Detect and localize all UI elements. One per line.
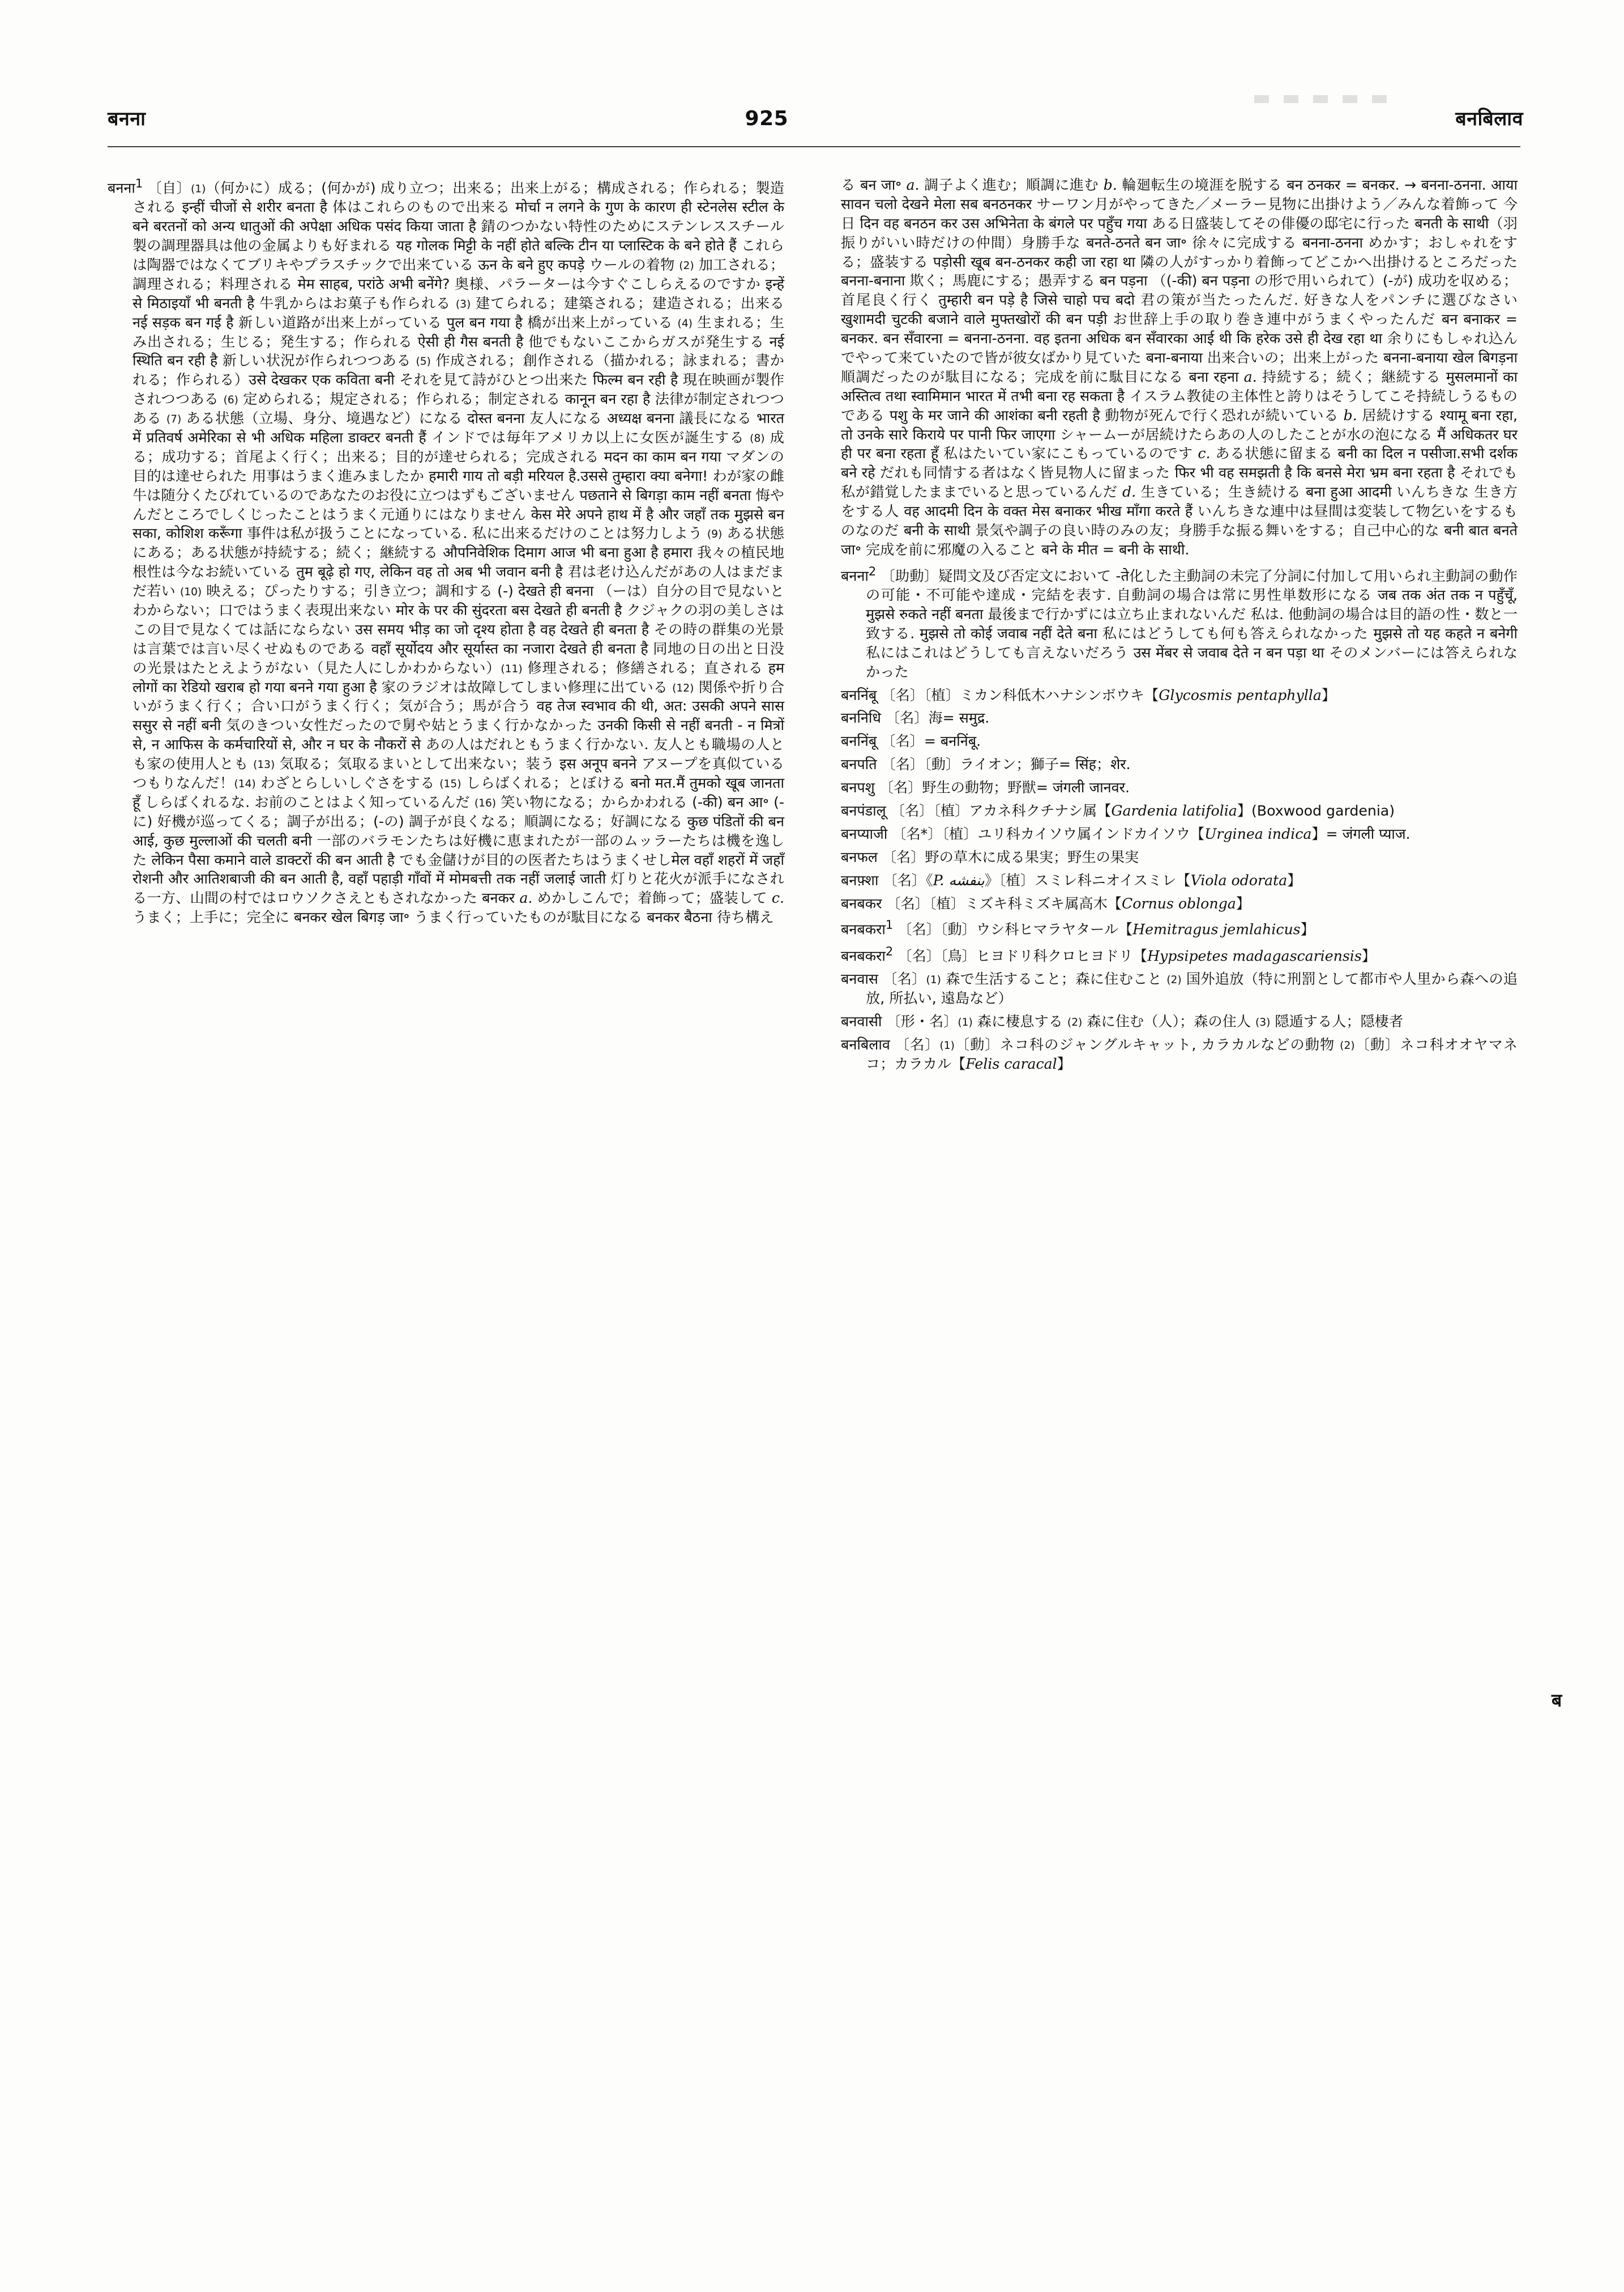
entry-banvasi: बनवासी 〔形・名〕(1) 森に棲息する (2) 森に住む（人）；森の住人 (3) 隠遁する人；隠棲者 xyxy=(841,1013,1404,1030)
entry-banbakra-1: बनबकरा$^1$ 〔名〕〔動〕ウシ科ヒマラヤタール【Hemitragus jemlahicus】 xyxy=(841,918,1315,938)
entry-banana-2: बनना$^2$ 〔助動〕疑問文及び否定文において -ते化した主動詞の未完了分詞に付加して用いられ主動詞の動作の可能・不可能や達成・完結を表す. 自動詞の場合は常に男性単数形になる जब तक अंत तक न पहुँचूँ, मुझसे रुकते नहीं बनता 最後まで行かずには立ち止まれないんだ 私は. 他動詞の場合は目的語の性・数と一致する. मुझसे तो कोई जवाब नहीं देते बना 私にはどうしても何も答えられなかった मुझसे तो यह कहते न बनेगी 私にはこれはどうしても言えないだろう उस मेंबर से जवाब देते न बन पड़ा था そのメンバーには答えられなかった xyxy=(841,564,1518,680)
running-head-right: बनबिलाव xyxy=(1455,108,1523,130)
entry-banana-1-continuation: る बन जा॰ a. 調子よく進む；順調に進む b. 輪廻転生の境涯を脱する बन ठनकर = बनकर. → बनना-ठनना. आया सावन चलो देखने मेला सब बनठनकर サーワン月がやってきた／メーラー見物に出掛けよう／みんな着飾って 今日 दिन वह बनठन कर उस अभिनेता के बंगले पर पहुँच गया ある日盛装してその俳優の邸宅に行った बनती के साथी（羽振りがいい時だけの仲間）身勝手な बनते-ठनते बन जा॰ 徐々に完成する बनना-ठनना めかす；おしゃれをする；盛装する पड़ोसी खूब बन-ठनकर कही जा रहा था 隣の人がすっかり着飾ってどこかへ出掛けるところだった बनना-बनाना 欺く；馬鹿にする；愚弄する बन पड़ना （(-की) बन पड़ना の形で用いられて）(-が) 成功を収める；首尾良く行く तुम्हारी बन पड़े है जिसे चाहो पच बदो 君の策が当たったんだ. 好きな人をパンチに選びなさい खुशामदी चुटकी बजाने वाले मुफ्तखोरों की बन पड़ी お世辞上手の取り巻き連中がうまくやったんだ बन बनाकर = बनकर. बन सँवारना = बनना-ठनना. वह इतना अधिक बन सँवारका आई थी कि हरेक उसे ही देख रहा था 余りにもしゃれ込んでやって来ていたので皆が彼女ばかり見ていた बना-बनाया 出来合いの；出来上がった बनना-बनाया खेल बिगड़ना 順調だったのが駄目になる；完成を前に駄目になる बना रहना a. 持続する；続く；継続する मुसलमानों का अस्तित्व तथा स्वामिमान भारत में तभी बना रह सकता है イスラム教徒の主体性と誇りはそうしてこそ持続しうるものである पशु के मर जाने की आशंका बनी रहती है 動物が死んで行く恐れが続いている b. 居続けする श्यामू बना रहा, तो उनके सारे किराये पर पानी फिर जाएगा シャームーが居続けたらあの人のしたことが水の泡になる मैं अधिकतर घर ही पर बना रहता हूँ 私はたいてい家にこもっているのです c. ある状態に留まる बनी का दिल न पसीजा.सभी दर्शक बने रहे だれも同情する者はなく皆見物人に留まった फिर भी वह समझती है कि बनसे मेरा भ्रम बना रहता है それでも私が錯覚したままでいると思っているんだ d. 生きている；生き続ける बना हुआ आदमी いんちきな 生き方をする人 वह आदमी दिन के वक्त मेस बनाकर भीख माँगा करते हैं いんちきな連中は昼間は変装して物乞いをするものなのだ बनी के साथी 景気や調子の良い時のみの友；身勝手な振る舞いをする；自己中心的な बनी बात बनते जा॰ 完成を前に邪魔の入ること बने के मीत = बनी के साथी. xyxy=(841,177,1518,558)
entry-banbakra-2: बनबकरा$^2$ 〔名〕〔鳥〕ヒヨドリ科クロヒヨドリ【Hypsipetes madagascariensis】 xyxy=(841,944,1376,964)
thumb-index-letter: ब xyxy=(1552,1689,1562,1711)
entry-banninibu: बननिंबू 〔名〕= बननिंबू. xyxy=(841,733,981,750)
entry-banninidhi: बननिधि 〔名〕海= समुद्र. xyxy=(841,710,990,727)
header-rule xyxy=(108,146,1520,147)
entry-banpashu: बनपशु 〔名〕野生の動物；野獣= जंगली जानवर. xyxy=(841,779,1130,796)
running-head-left: बनना xyxy=(108,108,146,130)
entry-banbilav: बनबिलाव 〔名〕(1)〔動〕ネコ科のジャングルキャット, カラカルなどの動物 (2)〔動〕ネコ科オオヤマネコ；カラカル【Felis caracal】 xyxy=(841,1036,1518,1072)
entry-banbakar: बनबकर 〔名〕〔植〕ミズキ科ミズキ属高木【Cornus oblonga】 xyxy=(841,895,1250,912)
column-left xyxy=(108,176,784,927)
entry-banvas: बनवास 〔名〕(1) 森で生活すること；森に住むこと (2) 国外追放（特に刑罰として都市や人里から森への追放, 所払い, 遠島など） xyxy=(841,971,1518,1006)
running-head xyxy=(108,105,1523,139)
entry-banpyazi: बनप्याजी 〔名*〕〔植〕ユリ科カイソウ属インドカイソウ【Urginea indica】= जंगली प्याज. xyxy=(841,825,1411,842)
column-right xyxy=(841,176,1518,1073)
page-number: 925 xyxy=(745,107,789,130)
entry-banpandol: बनपंडालू 〔名〕〔植〕アカネ科クチナシ属【Gardenia latifolia】(Boxwood gardenia) xyxy=(841,803,1395,819)
entry-banana-1: बनना$^1$ 〔自〕(1)（何かに）成る；(何かが) 成り立つ；出来る；出来上がる；構成される；作られる；製造される इन्हीं चीजों से शरीर बनता है 体はこれらのもので出来る मोर्चा न लगने के गुण के कारण ही स्टेनलेस स्टील के बने बरतनों को अन्य धातुओं की अपेक्षा अधिक पसंद किया जाता है 錆のつかない特性のためにステンレススチール製の調理器具は他の金属よりも好まれる यह गोलक मिट्टी के नहीं होते बल्कि टीन या प्लास्टिक के बने होते हैं これらは陶器ではなくてブリキやプラスチックで出来ている ऊन के बने हुए कपड़े ウールの着物 (2) 加工される；調理される；料理される मेम साहब, परांठे अभी बनेंगे? 奥様、パラーターは今すぐこしらえるのですか इन्हें से मिठाइयाँ भी बनती है 牛乳からはお菓子も作られる (3) 建てられる；建築される；建造される；出来る नई सड़क बन गई है 新しい道路が出来上がっている पुल बन गया है 橋が出来上がっている (4) 生まれる；生み出される；生じる；発生する；作られる ऐसी ही गैस बनती है 他でもないここからガスが発生する नई स्थिति बन रही है 新しい状況が作られつつある (5) 作成される；創作される（描かれる；詠まれる；書かれる；作られる）उसे देखकर एक कविता बनी それを見て詩がひとつ出来た फिल्म बन रही है 現在映画が製作されつつある (6) 定められる；規定される；作られる；制定される कानून बन रहा है 法律が制定されつつある (7) ある状態（立場、身分、境遇など）になる दोस्त बनना 友人になる अध्यक्ष बनना 議長になる भारत में प्रतिवर्ष अमेरिका से भी अधिक महिला डाक्टर बनती हैं インドでは毎年アメリカ以上に女医が誕生する (8) 成る；成功する；首尾よく行く；出来る；目的が達せられる；完成される मदन का काम बन गया マダンの目的は達せられた 用事はうまく進みましたか हमारी गाय तो बड़ी मरियल है.उससे तुम्हारा क्या बनेगा! わが家の雌牛は随分くたびれているのであなたのお役に立つはずもございません पछताने से बिगड़ा काम नहीं बनता 悔やんだところでしくじったことはうまく元通りにはなりません केस मेरे अपने हाथ में है और जहाँ तक मुझसे बन सका, कोशिश करूँगा 事件は私が扱うことになっている. 私に出来るだけのことは努力しよう (9) ある状態にある；ある状態が持続する；続く；継続する औपनिवेशिक दिमाग आज भी बना हुआ है हमारा 我々の植民地根性は今なお続いている तुम बूढ़े हो गए, लेकिन वह तो अब भी जवान बनी है 君は老け込んだがあの人はまだまだ若い (10) 映える；ぴったりする；引き立つ；調和する (-) देखते ही बनना （ーは）自分の目で見ないとわからない；口ではうまく表現出来ない मोर के पर की सुंदरता बस देखते ही बनती है クジャクの羽の美しさはこの目で見なくては話にならない उस समय भीड़ का जो दृश्य होता है वह देखते ही बनता है その時の群集の光景は言葉では言い尽くせぬものである वहाँ सूर्योदय और सूर्यास्त का नजारा देखते ही बनता है 同地の日の出と日没の光景はたとえようがない（見た人にしかわからない）(11) 修理される；修繕される；直される हम लोगों का रेडियो खराब हो गया बनने गया हुआ है 家のラジオは故障してしまい修理に出ている (12) 関係や折り合いがうまく行く；合い口がうまく行く；気が合う；馬が合う वह तेज स्वभाव की थी, अत: उसकी अपने सास ससुर से नहीं बनी 気のきつい女性だったので舅や姑とうまく行かなかった उनकी किसी से नहीं बनती - न मित्रों से, न आफिस के कर्मचारियों से, और न घर के नौकरों से あの人はだれともうまく行かない. 友人とも職場の人とも家の使用人とも (13) 気取る；気取るまいとして出来ない；装う इस अनूप बनने アヌープを真似ているつもりなんだ！(14) わざとらしいしぐさをする (15) しらばくれる；とぼける बनो मत.मैं तुमको खूब जानता हूँ しらばくれるな. お前のことはよく知っているんだ (16) 笑い物になる；からかわれる (-की) बन आ॰ (-に) 好機が巡ってくる；調子が出る；(-の) 調子が良くなる；順調になる；好調になる कुछ पंडितों की बन आई, कुछ मुल्लाओं की चलती बनी 一部のバラモンたちは好機に恵まれたが一部のムッラーたちは機を逸した लेकिन पैसा कमाने वाले डाक्टरों की बन आती है でも金儲けが目的の医者たちはうまくせしमेल वहाँ शहरों में जहाँ रोशनी और आतिशबाजी की बन आती है, वहाँ पहाड़ी गाँवों में मोमबत्ती तक नहीं जलाई जाती 灯りと花火が派手になされる一方、山間の村ではロウソクさえともされなかった बनकर a. めかしこんで；着飾って；盛装して c. うまく；上手に；完全に बनकर खेल बिगड़ जा॰ うまく行っていたものが駄目になる बनकर बैठना 待ち構え xyxy=(108,177,785,926)
entry-banphal: बनफल 〔名〕野の草木に成る果実；野生の果実 xyxy=(841,848,1139,865)
entry-bannimbu: बननिंबू 〔名〕〔植〕ミカン科低木ハナシンボウキ【Glycosmis pentaphylla】 xyxy=(841,686,1336,703)
entry-banafsha: बनफ़्शा 〔名〕《P. بنفشه》〔植〕スミレ科ニオイスミレ【Viola odorata】 xyxy=(841,872,1302,889)
entry-banpati: बनपति 〔名〕〔動〕ライオン；獅子= सिंह；शेर. xyxy=(841,756,1131,773)
scan-artifact xyxy=(1254,95,1401,103)
